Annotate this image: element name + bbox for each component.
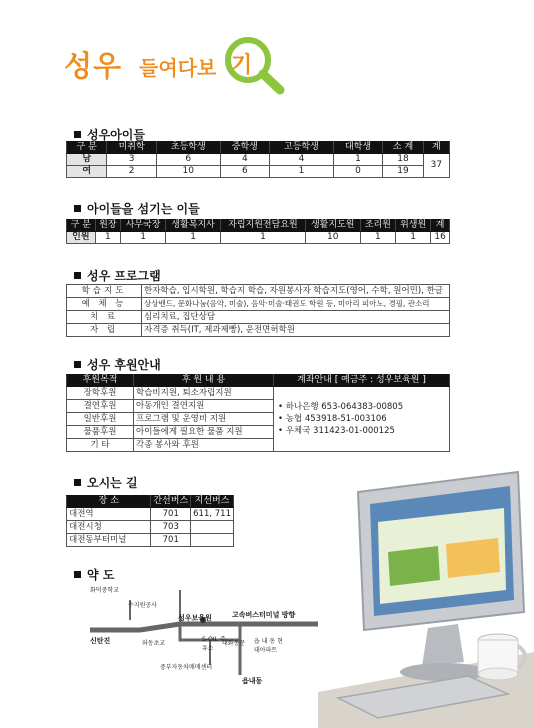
table-row: 대전시청 703 <box>67 521 234 534</box>
table-row: 남 3 6 4 4 1 18 37 <box>67 154 450 166</box>
children-table <box>66 141 450 178</box>
header-cell: 계 <box>431 220 450 232</box>
table-row: 인원 1 1 1 1 10 1 1 16 <box>67 232 450 244</box>
square-bullet-icon <box>74 479 81 486</box>
header-cell: 후원목적 <box>67 375 134 387</box>
program-table <box>66 284 450 337</box>
header-cell: 계좌안내 [ 예금주 : 성우보육원 ] <box>274 375 450 387</box>
table-row: 예 체 능 상상밴드, 문화나눔(음악, 미술), 음악·미술·태권도 학원 등, 미아리 피아노, 경필, 관소리 <box>67 298 450 311</box>
sponsor-table <box>66 374 450 452</box>
header-cell: 미취학 <box>107 142 157 154</box>
square-bullet-icon <box>74 361 81 368</box>
square-bullet-icon <box>74 205 81 212</box>
staff-table <box>66 219 450 244</box>
table-row: 치 료 심리치료, 집단상담 <box>67 311 450 324</box>
table-row: 물품후원 아이들에게 필요한 물품 지원 <box>67 426 450 439</box>
location-map: 화덕중학교 수지원공사 성우보육원 고속버스터미널 방향 신탄진 와동초교 S-OIL 주유소 대화동문 읍 내 동 현대아파트 중부자동차매매센터 읍내동 <box>70 580 330 690</box>
header-cell: 위생원 <box>396 220 431 232</box>
account-info: • 하나은행 653-064383-00805 • 농협 453918-51-003106 • 우체국 311423-01-000125 <box>274 387 450 452</box>
header-cell: 장 소 <box>67 496 151 508</box>
table-row: 대전동부터미널 701 <box>67 534 234 547</box>
computer-photo <box>318 462 534 728</box>
header-cell: 구 분 <box>67 142 107 154</box>
header-cell: 구 분 <box>67 220 96 232</box>
table-row: 일반후원 프로그램 및 운영비 지원 <box>67 413 450 426</box>
header-cell: 계 <box>423 142 449 154</box>
table-row: 자 립 자격증 취득(IT, 제과제빵), 운전면허학원 <box>67 324 450 337</box>
section-map-heading: 약 도 <box>74 566 114 583</box>
header-cell: 사무국장 <box>121 220 166 232</box>
header-cell: 조리원 <box>360 220 395 232</box>
header-cell: 소 계 <box>383 142 423 154</box>
title-sub: 들여다보 <box>139 56 217 80</box>
title-gi: 기 <box>231 53 253 78</box>
table-row: 장학후원 학습비지원, 퇴소자립지원 • 하나은행 653-064383-00805 • 농협 453918-51-003106 • 우체국 311423-01-000125 <box>67 387 450 400</box>
header-cell: 후 원 내 용 <box>134 375 274 387</box>
table-row: 대전역 701 611, 711 <box>67 508 234 521</box>
magnifier-icon <box>214 32 294 96</box>
section-children-heading: 성우아이들 <box>74 126 145 143</box>
square-bullet-icon <box>74 131 81 138</box>
title-main: 성우 <box>64 49 123 83</box>
directions-table <box>66 495 234 547</box>
map-roads <box>70 580 330 690</box>
header-cell: 초등학생 <box>156 142 220 154</box>
section-sponsor-heading: 성우 후원안내 <box>74 356 161 373</box>
header-cell: 원장 <box>95 220 120 232</box>
section-program-heading: 성우 프로그램 <box>74 267 161 284</box>
header-cell: 생활복지사 <box>166 220 221 232</box>
section-directions-heading: 오시는 길 <box>74 474 138 491</box>
section-staff-heading: 아이들을 섬기는 이들 <box>74 200 200 217</box>
children-total: 37 <box>423 154 449 178</box>
table-row: 학습지도 한자학습, 입시학원, 학습지 학습, 자원봉사자 학습지도(영어, 수학, 원어민), 한글 <box>67 285 450 298</box>
header-cell: 생활지도원 <box>305 220 360 232</box>
header-cell: 간선버스 <box>151 496 191 508</box>
header-cell: 고등학생 <box>270 142 334 154</box>
header-cell: 중학생 <box>220 142 270 154</box>
square-bullet-icon <box>74 571 81 578</box>
header-cell: 자립지원전담요원 <box>221 220 306 232</box>
table-row: 결연후원 아동개인 결연지원 <box>67 400 450 413</box>
table-row: 여 2 10 6 1 0 19 <box>67 166 450 178</box>
table-row: 기 타 각종 봉사와 후원 <box>67 439 450 452</box>
header-cell: 대학생 <box>333 142 383 154</box>
square-bullet-icon <box>74 272 81 279</box>
header-cell: 지선버스 <box>191 496 234 508</box>
